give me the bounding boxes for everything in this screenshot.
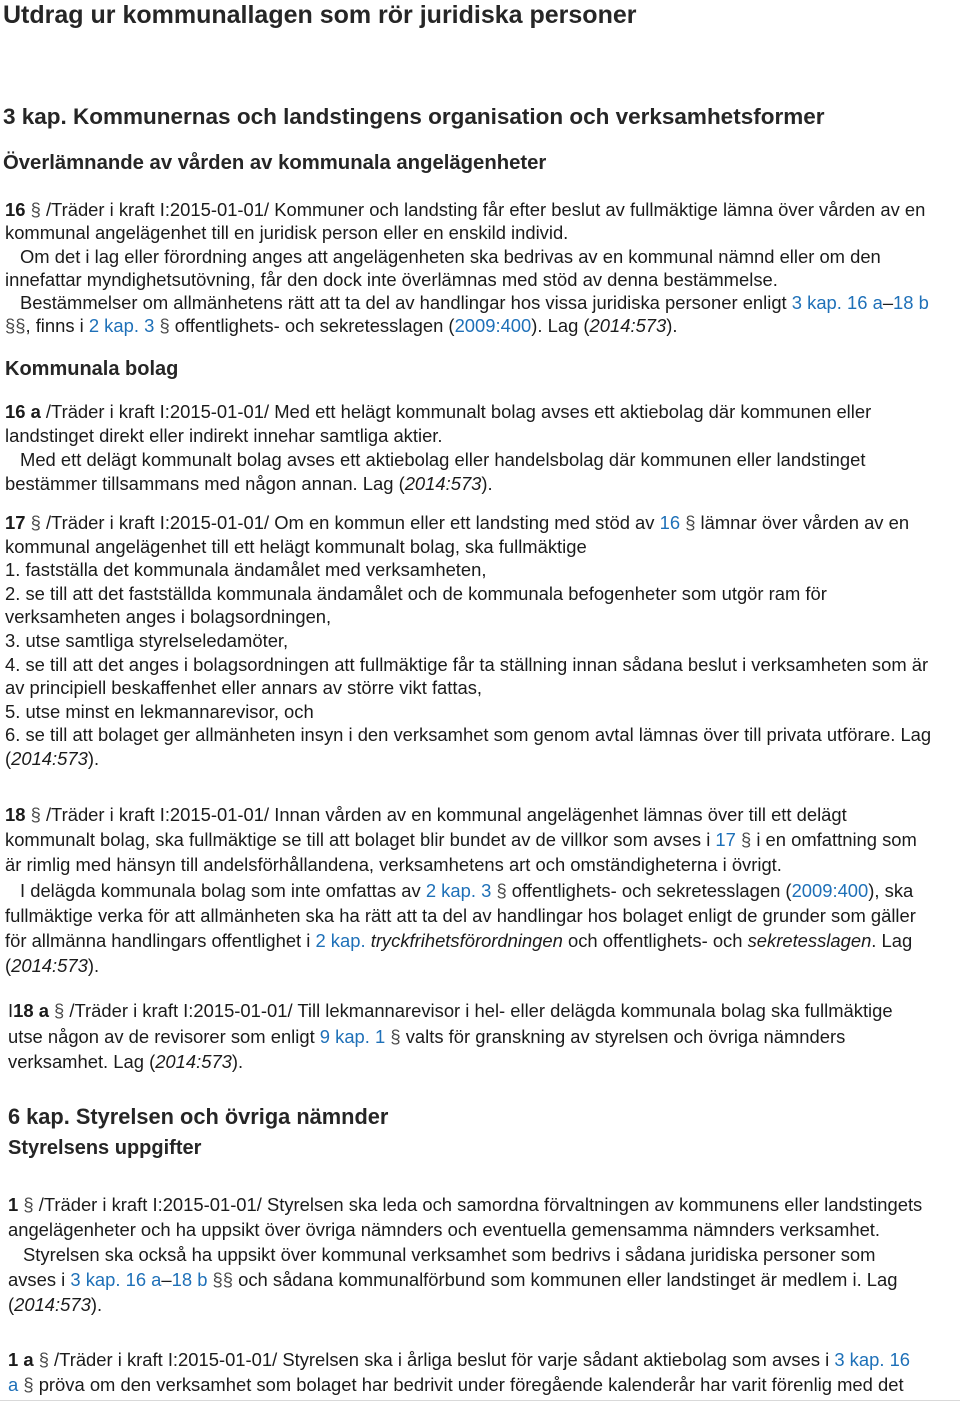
- paragraph-3kap-17: [5, 511, 931, 771]
- text-run: offentlighets- och sekretesslagen (: [169, 315, 455, 337]
- paragraph-3kap-18a: [8, 998, 893, 1075]
- law-reference-link[interactable]: 3 kap.: [834, 1349, 885, 1370]
- text-line: [5, 198, 929, 221]
- text-line: [8, 1242, 922, 1267]
- text-line: [5, 291, 929, 314]
- text-run: 2. se till att det fastställda kommunala ändamålet och de kommunala befogenheter som utgör ram för: [5, 582, 827, 604]
- paragraph-number: 1 a: [8, 1349, 34, 1370]
- text-run: /Träder i kraft I:2015-01-01/ Styrelsen ska i årliga beslut för varje sådant aktiebolag som avses i: [48, 1349, 835, 1370]
- chapter-3-heading: 3 kap. Kommunernas och landstingens organisation och verksamhetsformer: [3, 104, 825, 129]
- text-run: 3. utse samtliga styrelseledamöter,: [5, 629, 289, 651]
- text-line: [5, 827, 917, 852]
- paragraph-number: 18: [5, 804, 26, 825]
- text-run: av principiell beskaffenhet eller annars av större vikt fattas,: [5, 677, 483, 699]
- section-sign: §: [685, 512, 696, 533]
- text-run: /Träder i kraft I:2015-01-01/ Innan vården av en kommunal angelägenhet lämnas över till ett delägt: [40, 804, 847, 825]
- text-line: [5, 558, 931, 582]
- text-run: kommunal angelägenhet till en juridisk person eller en enskild individ.: [5, 222, 569, 244]
- text-run: ).: [231, 1051, 244, 1072]
- law-reference-link[interactable]: 16 a: [847, 292, 883, 314]
- section-sign: §: [390, 1025, 401, 1047]
- text-run: 5. utse minst en lekmannarevisor, och: [5, 700, 314, 722]
- section-sign: §: [30, 199, 41, 220]
- text-run: I delägda kommunala bolag som inte omfattas av: [20, 879, 426, 901]
- text-line: [5, 747, 931, 771]
- text-line: [5, 424, 871, 448]
- text-run: lämnar över vården av en: [695, 512, 910, 533]
- paragraph-6kap-1a: [8, 1347, 910, 1397]
- text-run: kommunal angelägenhet till ett helägt kommunalt bolag, ska fullmäktige: [5, 535, 587, 557]
- law-reference-link[interactable]: 9 kap.: [319, 1025, 370, 1047]
- paragraph-number: 18 a: [13, 1000, 49, 1021]
- text-line: [5, 700, 931, 724]
- law-reference-link[interactable]: 1: [375, 1025, 386, 1047]
- chapter-6-heading: 6 kap. Styrelsen och övriga nämnder: [8, 1104, 389, 1129]
- text-line: [5, 582, 931, 606]
- italic-text: 2014:573: [11, 747, 88, 769]
- text-run: ).: [666, 315, 678, 337]
- section-sign: §: [496, 879, 507, 901]
- text-run: bestämmer tillsammans med någon annan. Lag (: [5, 473, 405, 494]
- text-run: 1. fastställa det kommunala ändamålet med verksamheten,: [5, 559, 487, 581]
- text-run: 4. se till att det anges i bolagsordningen att fullmäktige får ta ställning innan sådana beslut i verksamheten som är: [5, 653, 929, 675]
- paragraph-3kap-16a: [5, 400, 871, 496]
- text-run: är rimlig med hänsyn till andelsförhållandena, verksamhetens art och omständigheterna i övrigt.: [5, 854, 782, 876]
- text-run: ), ska: [868, 879, 914, 901]
- law-reference-link[interactable]: 2009:400: [791, 879, 869, 901]
- text-line: [5, 928, 917, 953]
- law-reference-link[interactable]: 2 kap.: [88, 315, 139, 337]
- italic-text: 2014:573: [404, 473, 482, 494]
- text-run: /Träder i kraft I:2015-01-01/ Styrelsen ska leda och samordna förvaltningen av kommunens eller landstingets: [33, 1194, 923, 1215]
- text-line: [5, 472, 871, 496]
- law-reference-link[interactable]: 3 kap.: [791, 292, 842, 314]
- text-run: (: [5, 955, 12, 977]
- text-line: [5, 903, 917, 928]
- italic-text: 2014:573: [11, 955, 88, 977]
- text-run: (: [5, 747, 12, 769]
- italic-text: 2014:573: [589, 315, 667, 337]
- paragraph-number: 16: [5, 199, 26, 220]
- text-run: innefattar myndighetsutövning, får den dock inte överlämnas med stöd av denna bestämmelse.: [5, 268, 778, 290]
- document-title: Utdrag ur kommunallagen som rör juridiska personer: [3, 1, 637, 29]
- paragraph-number: 16 a: [5, 401, 41, 422]
- text-run: Styrelsen ska också ha uppsikt över kommunal verksamhet som bedrivs i sådana juridiska personer som: [23, 1244, 876, 1265]
- text-run: ).: [87, 747, 100, 769]
- text-run: Bestämmelser om allmänhetens rätt att ta del av handlingar hos vissa juridiska personer enligt: [20, 292, 792, 314]
- text-line: [8, 1217, 922, 1242]
- law-reference-link[interactable]: 18 b: [893, 292, 929, 314]
- paragraph-3kap-16: [5, 198, 929, 338]
- text-run: . Lag: [871, 930, 913, 952]
- text-run: Med ett delägt kommunalt bolag avses ett aktiebolag eller handelsbolag där kommunen eller landstinget: [20, 449, 866, 470]
- text-line: [5, 852, 917, 877]
- section-sign: §: [30, 804, 41, 825]
- text-run: /Träder i kraft I:2015-01-01/ Till lekmannarevisor i hel- eller delägda kommunala bolag ska fullmäktige: [64, 1000, 893, 1021]
- paragraph-number: 1: [8, 1194, 19, 1215]
- section-sign: §: [30, 512, 41, 533]
- text-line: [5, 448, 871, 472]
- text-line: [8, 1267, 922, 1292]
- text-run: och offentlighets- och: [562, 930, 748, 952]
- text-run: valts för granskning av styrelsen och övriga nämnders: [400, 1025, 846, 1047]
- law-reference-link[interactable]: 18 b: [171, 1269, 208, 1290]
- text-line: [8, 998, 893, 1024]
- text-run: ). Lag (: [531, 315, 590, 337]
- text-line: [5, 221, 929, 244]
- text-run: Om det i lag eller förordning anges att angelägenheten ska bedrivas av en kommunal nämnd eller om den: [20, 245, 881, 267]
- text-run: pröva om den verksamhet som bolaget har bedrivit under föregående kalenderår har varit förenlig med det: [33, 1374, 904, 1395]
- text-line: [5, 629, 931, 653]
- text-run: 6. se till att bolaget ger allmänheten insyn i den verksamhet som genom avtal lämnas över till privata utförare. Lag: [5, 724, 932, 746]
- section-sign: §§: [212, 1269, 234, 1290]
- law-reference-link[interactable]: a: [8, 1374, 19, 1395]
- text-run: ).: [90, 1294, 103, 1315]
- section-sign: §: [741, 829, 752, 851]
- text-line: [5, 723, 931, 747]
- text-line: [5, 314, 929, 337]
- text-line: [5, 511, 931, 535]
- text-line: [8, 1292, 922, 1317]
- text-run: verksamheten anges i bolagsordningen,: [5, 606, 332, 628]
- text-line: [5, 953, 917, 978]
- section-heading-overlamnande: Överlämnande av vården av kommunala angelägenheter: [3, 152, 547, 174]
- text-line: [8, 1372, 910, 1397]
- text-line: [8, 1024, 893, 1050]
- text-run: , finns i: [25, 315, 89, 337]
- text-line: [5, 268, 929, 291]
- text-run: avses i: [8, 1269, 71, 1290]
- section-sign: §: [54, 1000, 65, 1021]
- text-line: [8, 1049, 893, 1075]
- text-run: /Träder i kraft I:2015-01-01/ Kommuner och landsting får efter beslut av fullmäktige lämna över vården av en: [40, 199, 926, 220]
- law-reference-link[interactable]: 3 kap.: [70, 1269, 121, 1290]
- text-line: [5, 802, 917, 827]
- law-reference-link[interactable]: 16: [659, 512, 681, 533]
- section-sign: §: [38, 1349, 49, 1370]
- text-run: fullmäktige verka för att allmänheten ska ha rätt att ta del av handlingar hos bolaget enligt de grunder som gäller: [5, 904, 916, 926]
- italic-text: 2014:573: [14, 1294, 91, 1315]
- text-line: [5, 653, 931, 677]
- text-line: [5, 400, 871, 424]
- text-line: [5, 878, 917, 903]
- section-sign: §: [23, 1194, 34, 1215]
- law-reference-link[interactable]: 16 a: [125, 1269, 162, 1290]
- law-reference-link[interactable]: 3: [481, 879, 492, 901]
- text-line: [5, 605, 931, 629]
- text-run: (: [8, 1294, 15, 1315]
- text-run: verksamhet. Lag (: [8, 1051, 156, 1072]
- heading-kommunala-bolag: Kommunala bolag: [5, 358, 179, 380]
- text-run: och sådana kommunalförbund som kommunen eller landstinget är medlem i. Lag: [233, 1269, 898, 1290]
- text-run: för allmänna handlingars offentlighet i: [5, 930, 316, 952]
- law-reference-link[interactable]: 17: [715, 829, 736, 851]
- text-line: [8, 1347, 910, 1372]
- law-reference-link[interactable]: 2 kap.: [315, 930, 366, 952]
- text-run: /Träder i kraft I:2015-01-01/ Om en kommun eller ett landsting med stöd av: [40, 512, 660, 533]
- text-run: utse någon av de revisorer som enligt: [8, 1025, 320, 1047]
- text-run: I: [8, 1000, 14, 1021]
- text-run: ).: [481, 473, 493, 494]
- text-run: landstinget direkt eller indirekt innehar samtliga aktier.: [5, 425, 443, 446]
- italic-text: 2014:573: [155, 1051, 232, 1072]
- text-line: [5, 676, 931, 700]
- text-line: [8, 1192, 922, 1217]
- paragraph-number: 17: [5, 512, 26, 533]
- text-run: /Träder i kraft I:2015-01-01/ Med ett helägt kommunalt bolag avses ett aktiebolag där kommunen eller: [40, 401, 872, 422]
- page-bottom-edge: [0, 1400, 960, 1401]
- law-reference-link[interactable]: 16: [889, 1349, 911, 1370]
- text-run: angelägenheter och ha uppsikt över övriga nämnders och eventuella gemensamma nämnders verksamhet.: [8, 1219, 881, 1240]
- section-sign: §§: [5, 315, 26, 337]
- law-reference-link[interactable]: 2 kap.: [425, 879, 476, 901]
- text-run: i en omfattning som: [751, 829, 917, 851]
- italic-text: tryckfrihetsförordningen: [370, 930, 563, 952]
- text-run: offentlighets- och sekretesslagen (: [506, 879, 792, 901]
- heading-styrelsens-uppgifter: Styrelsens uppgifter: [8, 1137, 202, 1159]
- section-sign: §: [159, 315, 170, 337]
- text-run: –: [161, 1269, 172, 1290]
- section-sign: §: [23, 1374, 34, 1395]
- text-run: –: [882, 292, 894, 314]
- law-reference-link[interactable]: 2009:400: [454, 315, 532, 337]
- paragraph-6kap-1: [8, 1192, 922, 1317]
- paragraph-3kap-18: [5, 802, 917, 978]
- text-line: [5, 535, 931, 559]
- text-run: kommunalt bolag, ska fullmäktige se till att bolaget blir bundet av de villkor som avses i: [5, 829, 716, 851]
- text-run: ).: [87, 955, 100, 977]
- italic-text: sekretesslagen: [747, 930, 872, 952]
- text-line: [5, 245, 929, 268]
- law-reference-link[interactable]: 3: [144, 315, 155, 337]
